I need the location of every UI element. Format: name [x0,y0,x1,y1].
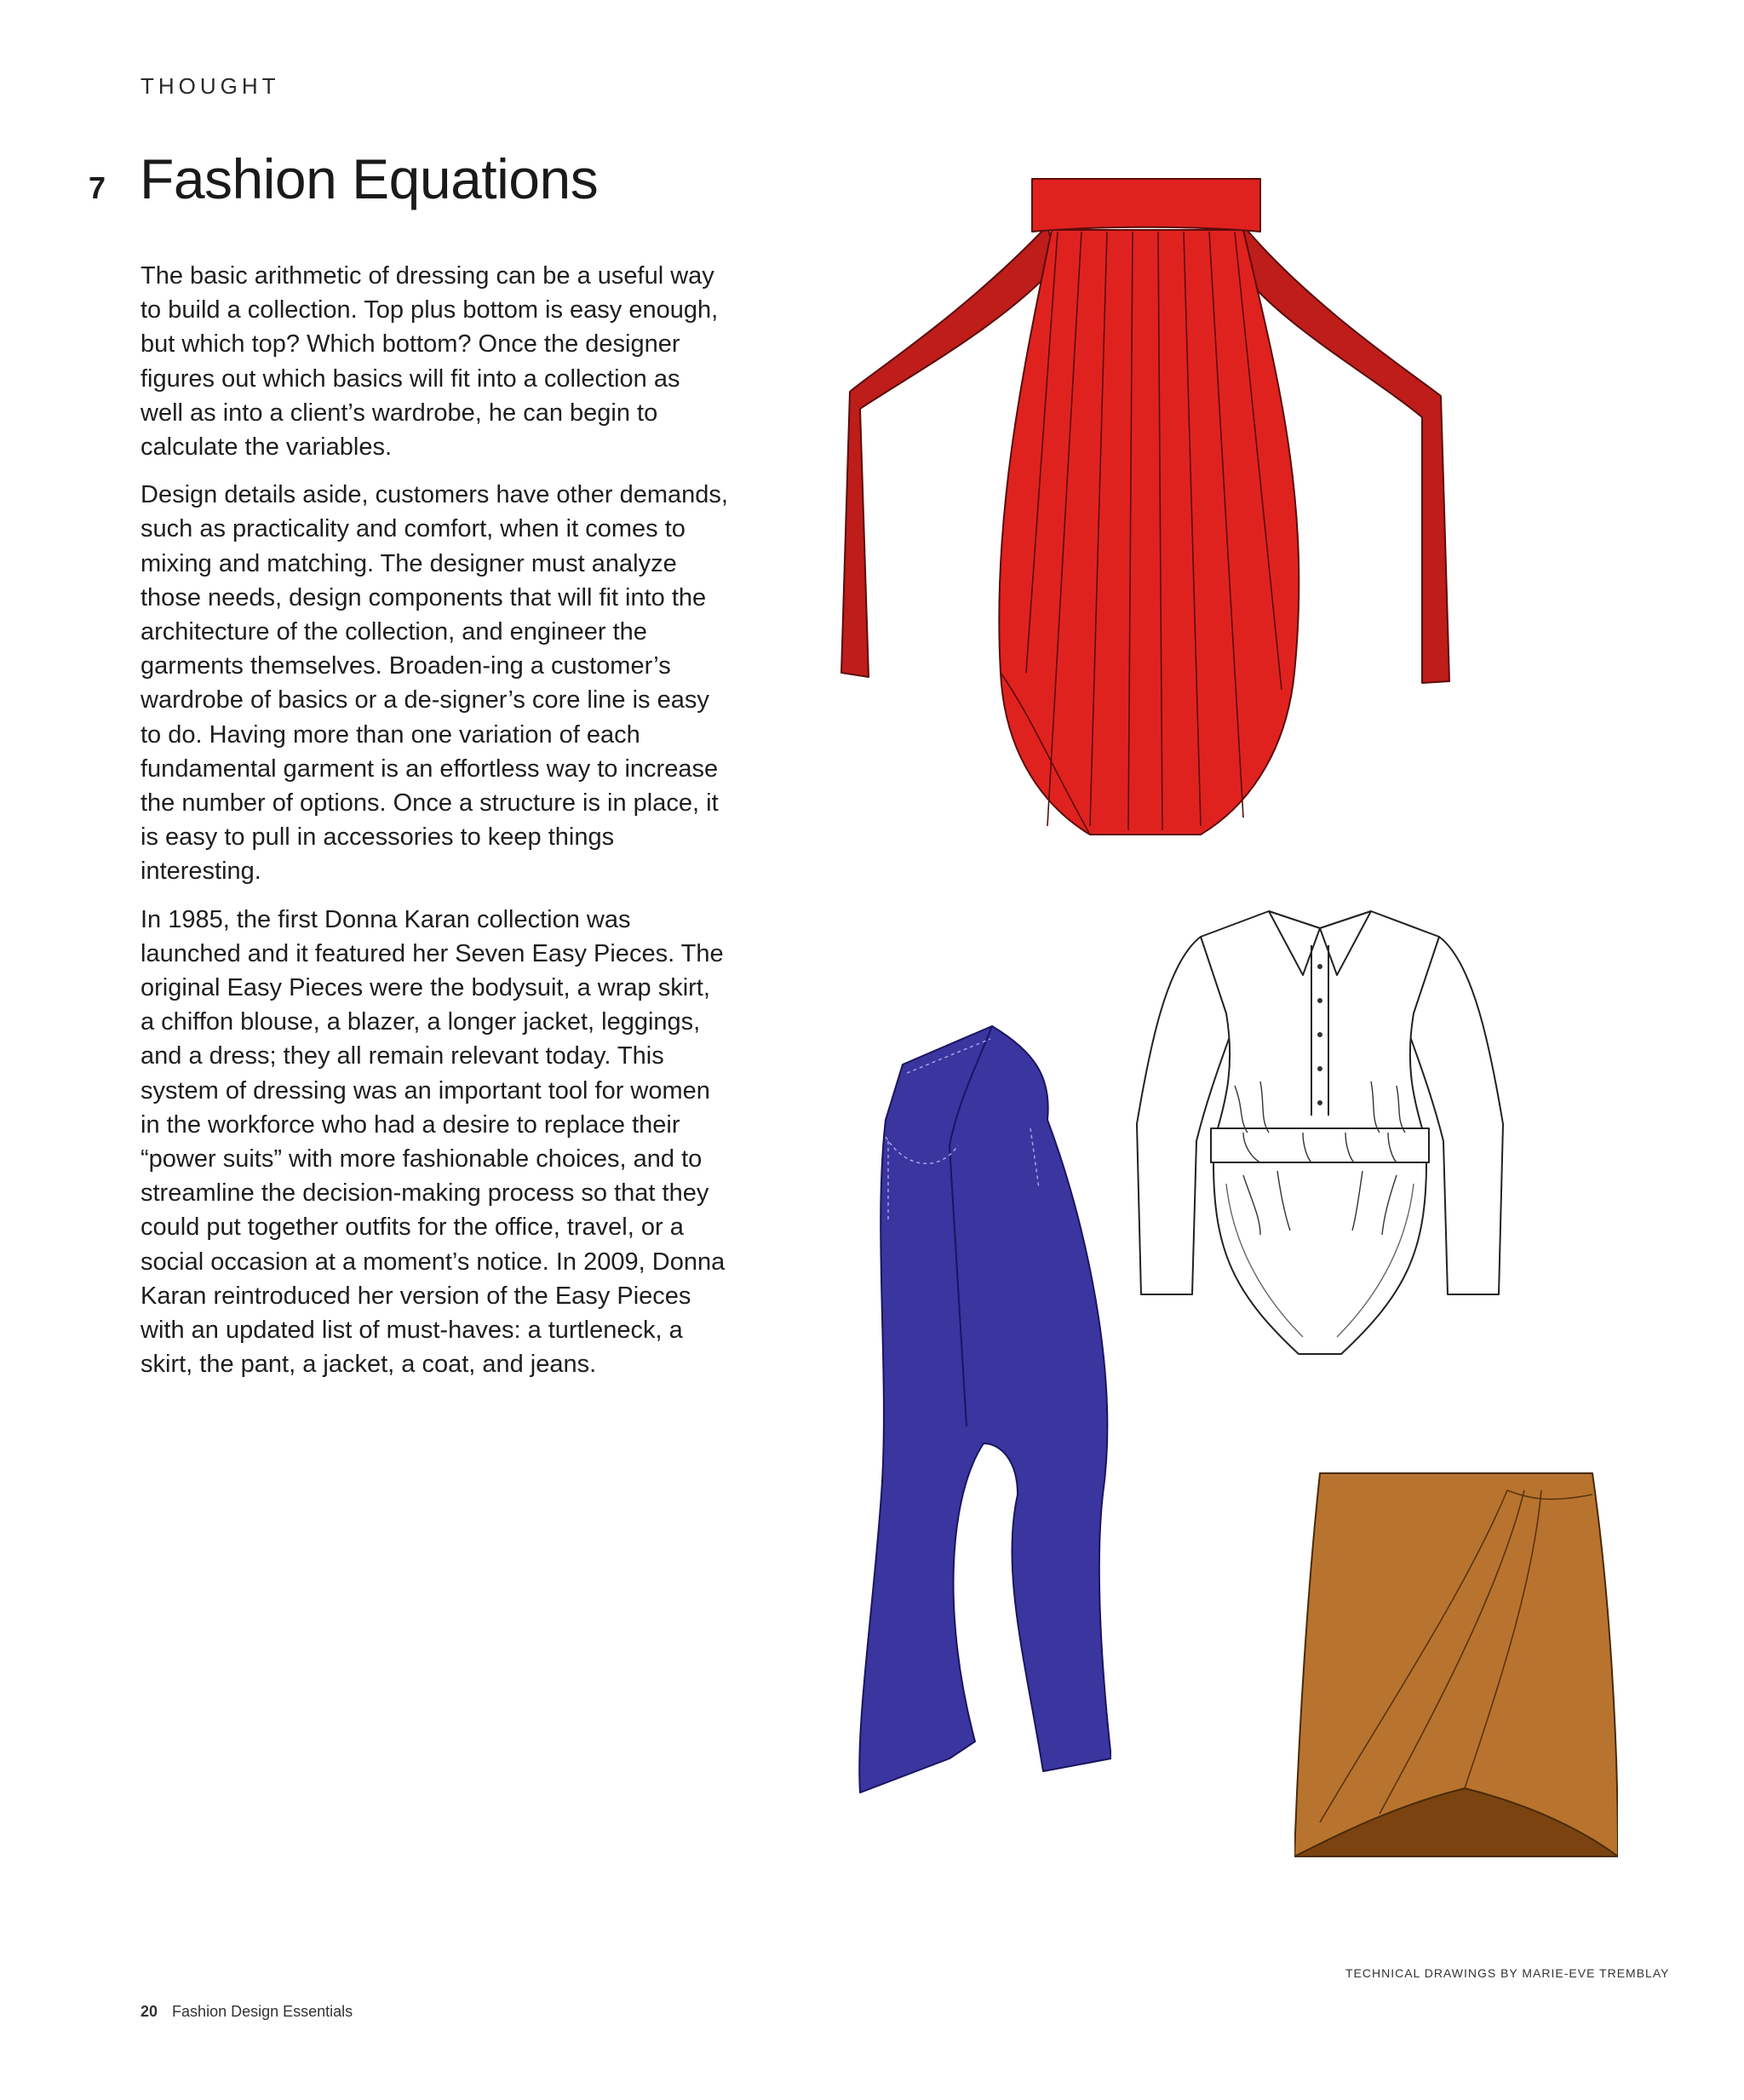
paragraph: The basic arithmetic of dressing can be a useful way to build a collection. Top plus bottom is easy enough, but which top? Which bottom? Once the designer figures out which basics will fit into a collection as well as into a client’s wardrobe, he can begin to calculate the variables. [141,262,719,462]
section-label: THOUGHT [141,73,280,99]
page-title: Fashion Equations [140,147,599,210]
paragraph: In 1985, the first Donna Karan collection was launched and it featured her Seven Easy Pieces. The original Easy Pieces were the bodysuit, a wrap skirt, a chiffon blouse, a blazer, a longer jacket, leggings, and a dress; they all remain relevant today. This system of dressing was an important tool for women in the workforce who had a desire to replace their “power suits” with more fashionable choices, and to streamline the decision-making process so that they could put together outfits for the office, travel, or a social occasion at a moment’s notice. In 2009, Donna Karan reintroduced her version of the Easy Pieces with an updated list of must-haves: a turtleneck, a skirt, the pant, a jacket, a coat, and jeans. [141,905,726,1379]
white-bodysuit-illustration [1133,894,1507,1371]
body-text [141,259,728,1396]
illustration-credit: TECHNICAL DRAWINGS BY MARIE-EVE TREMBLAY [1345,1966,1670,1980]
tan-skirt-illustration [1294,1465,1618,1873]
blue-jeans-illustration [847,1018,1111,1810]
paragraph: Design details aside, customers have other demands, such as practicality and comfort, when it comes to mixing and matching. The designer must analyze those needs, design components that will fit into the architecture of the collection, and engineer the garments themselves. Broaden-ing a customer’s wardrobe of basics or a de-signer’s core line is easy to do. Having more than one variation of each fundamental garment is an effortless way to increase the number of options. Once a structure is in place, it is easy to pull in accessories to keep things interesting. [141,481,728,886]
book-title: Fashion Design Essentials [172,2003,353,2020]
red-dress-illustration [835,162,1473,869]
chapter-number: 7 [89,170,106,205]
page-number: 20 [141,2003,158,2020]
page-footer [141,2003,353,2021]
